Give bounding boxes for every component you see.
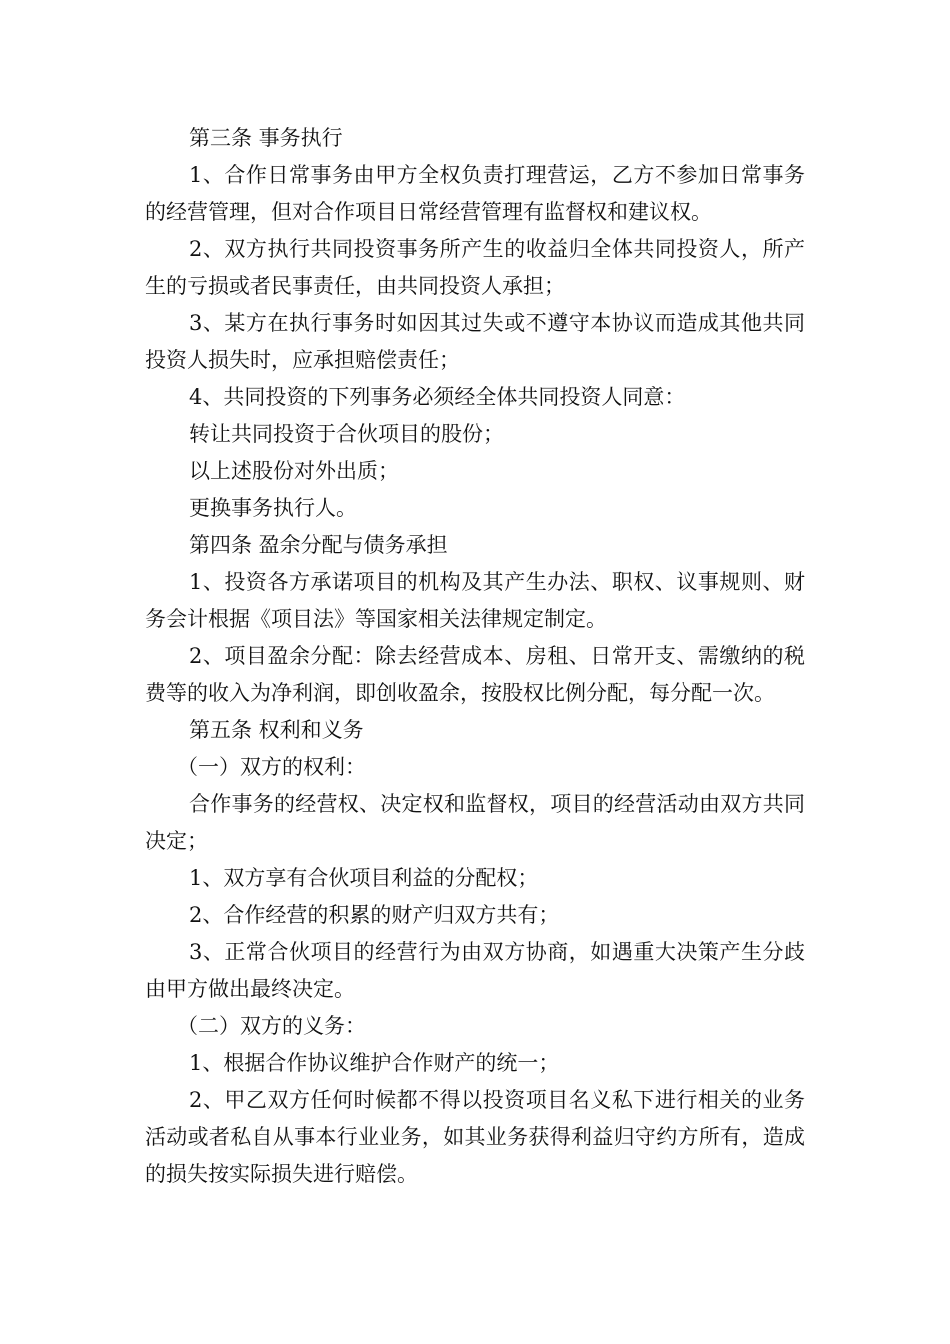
paragraph: 合作事务的经营权、决定权和监督权，项目的经营活动由双方共同决定；	[145, 792, 805, 853]
paragraph: 1、根据合作协议维护合作财产的统一；	[189, 1051, 560, 1075]
paragraph: 转让共同投资于合伙项目的股份；	[189, 422, 504, 446]
paragraph: 2、双方执行共同投资事务所产生的收益归全体共同投资人，所产生的亏损或者民事责任，由共同投资人承担；	[145, 237, 805, 298]
paragraph: 1、合作日常事务由甲方全权负责打理营运，乙方不参加日常事务的经营管理，但对合作项目日常经营管理有监督权和建议权。	[145, 163, 805, 224]
section-heading-5: 第五条 权利和义务	[189, 718, 364, 742]
subsection-heading-rights: （一）双方的权利：	[177, 755, 366, 779]
paragraph: 以上述股份对外出质；	[189, 459, 399, 483]
subsection-heading-obligations: （二）双方的义务：	[177, 1014, 366, 1038]
paragraph: 3、某方在执行事务时如因其过失或不遵守本协议而造成其他共同投资人损失时，应承担赔偿责任；	[145, 311, 805, 372]
paragraph: 更换事务执行人。	[189, 496, 357, 520]
paragraph: 3、正常合伙项目的经营行为由双方协商，如遇重大决策产生分歧由甲方做出最终决定。	[145, 940, 805, 1001]
section-heading-4: 第四条 盈余分配与债务承担	[189, 533, 448, 557]
document-body	[145, 120, 805, 1193]
section-heading-3: 第三条 事务执行	[189, 126, 343, 150]
paragraph: 1、双方享有合伙项目利益的分配权；	[189, 866, 539, 890]
paragraph: 2、甲乙双方任何时候都不得以投资项目名义私下进行相关的业务活动或者私自从事本行业业务，如其业务获得利益归守约方所有，造成的损失按实际损失进行赔偿。	[145, 1088, 805, 1186]
paragraph: 2、合作经营的积累的财产归双方共有；	[189, 903, 560, 927]
paragraph: 2、项目盈余分配：除去经营成本、房租、日常开支、需缴纳的税费等的收入为净利润，即创收盈余，按股权比例分配，每分配一次。	[145, 644, 805, 705]
paragraph: 4、共同投资的下列事务必须经全体共同投资人同意：	[189, 385, 686, 409]
paragraph: 1、投资各方承诺项目的机构及其产生办法、职权、议事规则、财务会计根据《项目法》等国家相关法律规定制定。	[145, 570, 805, 631]
